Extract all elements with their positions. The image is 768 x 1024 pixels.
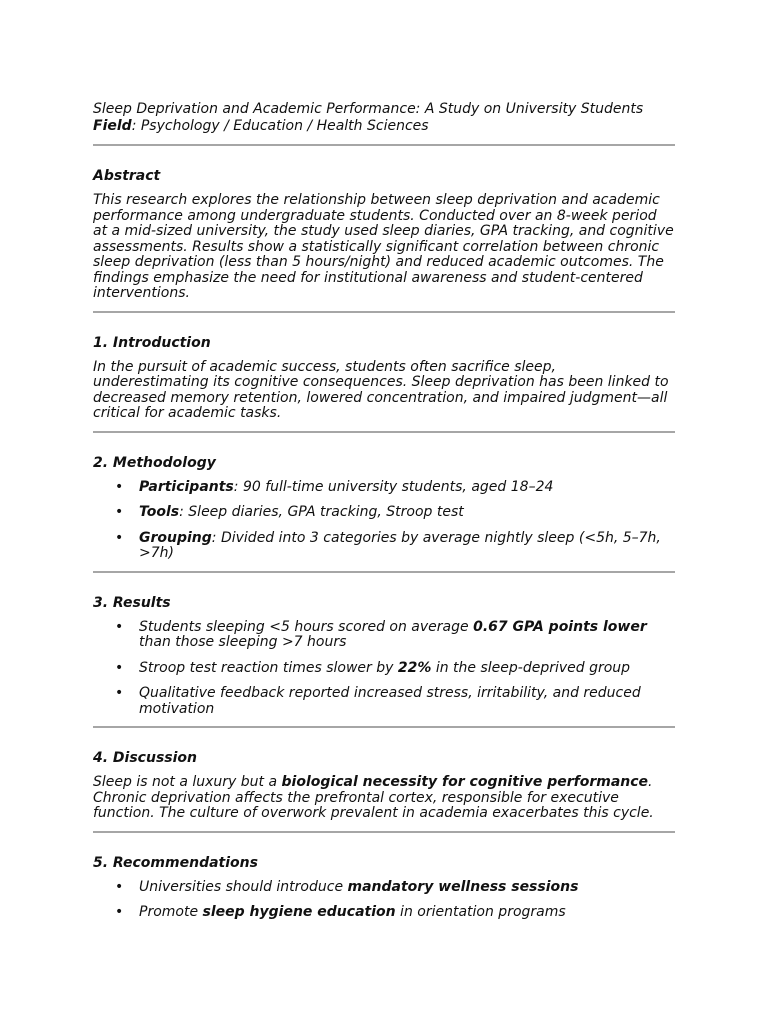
abstract-section bbox=[93, 168, 675, 302]
results-section bbox=[93, 595, 675, 718]
introduction-heading: 1. Introduction bbox=[93, 334, 211, 351]
section-divider bbox=[93, 311, 675, 313]
list-item-text: Promote bbox=[139, 904, 203, 920]
list-item-bold: 22% bbox=[397, 659, 432, 676]
field-value: : Psychology / Education / Health Sciences bbox=[131, 118, 429, 134]
list-item-text: : Sleep diaries, GPA tracking, Stroop test bbox=[179, 504, 464, 520]
list-item-bold: sleep hygiene education bbox=[202, 904, 396, 920]
bullet-icon: • bbox=[115, 529, 124, 546]
recommendations-section bbox=[93, 855, 675, 921]
list-item bbox=[93, 531, 675, 562]
bullet-icon: • bbox=[115, 904, 124, 920]
bullet-icon: • bbox=[115, 504, 124, 520]
section-divider bbox=[93, 831, 675, 833]
list-item-bold: Participants bbox=[139, 478, 234, 495]
abstract-heading: Abstract bbox=[93, 168, 161, 184]
paper-field-line bbox=[93, 118, 675, 135]
list-item-text: Stroop test reaction times slower by bbox=[139, 659, 398, 676]
paper-page bbox=[93, 101, 675, 921]
section-divider bbox=[93, 726, 675, 728]
introduction-text: In the pursuit of academic success, students often sacrifice sleep, underestimating its cognitive consequences. Sleep deprivation has been linked to decreased memory retention, lowered concentration, and impaired judgment—all critical for academic tasks. bbox=[93, 358, 669, 421]
list-item bbox=[93, 880, 675, 896]
abstract-text: This research explores the relationship between sleep deprivation and academic performance among undergraduate students. Conducted over an 8-week period at a mid-sized university, the study used sleep diaries, GPA tracking, and cognitive assessments. Results show a statistically significant correlation between chronic sleep deprivation (less than 5 hours/night) and reduced academic outcomes. The findings emphasize the need for institutional awareness and student-centered interventions. bbox=[93, 192, 674, 301]
list-item-text: : Divided into 3 categories by average nightly sleep (<5h, 5–7h, >7h) bbox=[139, 529, 661, 561]
list-item bbox=[93, 505, 675, 521]
paper-header bbox=[93, 101, 675, 135]
methodology-section bbox=[93, 455, 675, 562]
list-item-text: Universities should introduce bbox=[139, 878, 348, 895]
paper-title: Sleep Deprivation and Academic Performance: A Study on University Students bbox=[93, 101, 644, 117]
bullet-icon: • bbox=[115, 659, 124, 676]
section-divider bbox=[93, 431, 675, 433]
recommendations-heading: 5. Recommendations bbox=[93, 854, 258, 871]
list-item-text: than those sleeping >7 hours bbox=[139, 634, 347, 650]
discussion-text-part: . Chronic deprivation affects the prefrontal cortex, responsible for executive function. The culture of overwork prevalent in academia exacerbates this cycle. bbox=[93, 774, 654, 821]
list-item-text: Qualitative feedback reported increased stress, irritability, and reduced motivation bbox=[139, 685, 641, 717]
list-item-text: in orientation programs bbox=[395, 904, 566, 920]
list-item-bold: mandatory wellness sessions bbox=[347, 878, 579, 895]
list-item bbox=[93, 686, 675, 717]
section-divider bbox=[93, 571, 675, 573]
section-divider bbox=[93, 144, 675, 146]
discussion-section bbox=[93, 750, 675, 822]
list-item-bold: Grouping bbox=[139, 529, 212, 546]
list-item-text: : 90 full-time university students, aged 18–24 bbox=[233, 478, 554, 495]
methodology-list bbox=[93, 480, 675, 562]
list-item-text: in the sleep-deprived group bbox=[431, 659, 631, 676]
discussion-text bbox=[93, 775, 675, 822]
list-item bbox=[93, 661, 675, 677]
bullet-icon: • bbox=[115, 685, 124, 701]
discussion-heading: 4. Discussion bbox=[93, 750, 198, 766]
introduction-section bbox=[93, 335, 675, 422]
list-item-bold: Tools bbox=[139, 504, 180, 520]
list-item bbox=[93, 905, 675, 921]
results-list bbox=[93, 620, 675, 718]
field-label: Field bbox=[93, 118, 132, 134]
bullet-icon: • bbox=[115, 618, 124, 635]
list-item-text: Students sleeping <5 hours scored on average bbox=[139, 618, 474, 635]
recommendations-list bbox=[93, 880, 675, 921]
discussion-text-bold: biological necessity for cognitive performance bbox=[281, 774, 649, 790]
discussion-text-part: Sleep is not a luxury but a bbox=[93, 774, 282, 790]
list-item bbox=[93, 480, 675, 496]
list-item bbox=[93, 620, 675, 651]
methodology-heading: 2. Methodology bbox=[93, 454, 216, 471]
bullet-icon: • bbox=[115, 478, 124, 495]
bullet-icon: • bbox=[115, 878, 124, 895]
list-item-bold: 0.67 GPA points lower bbox=[473, 618, 647, 635]
results-heading: 3. Results bbox=[93, 594, 171, 611]
